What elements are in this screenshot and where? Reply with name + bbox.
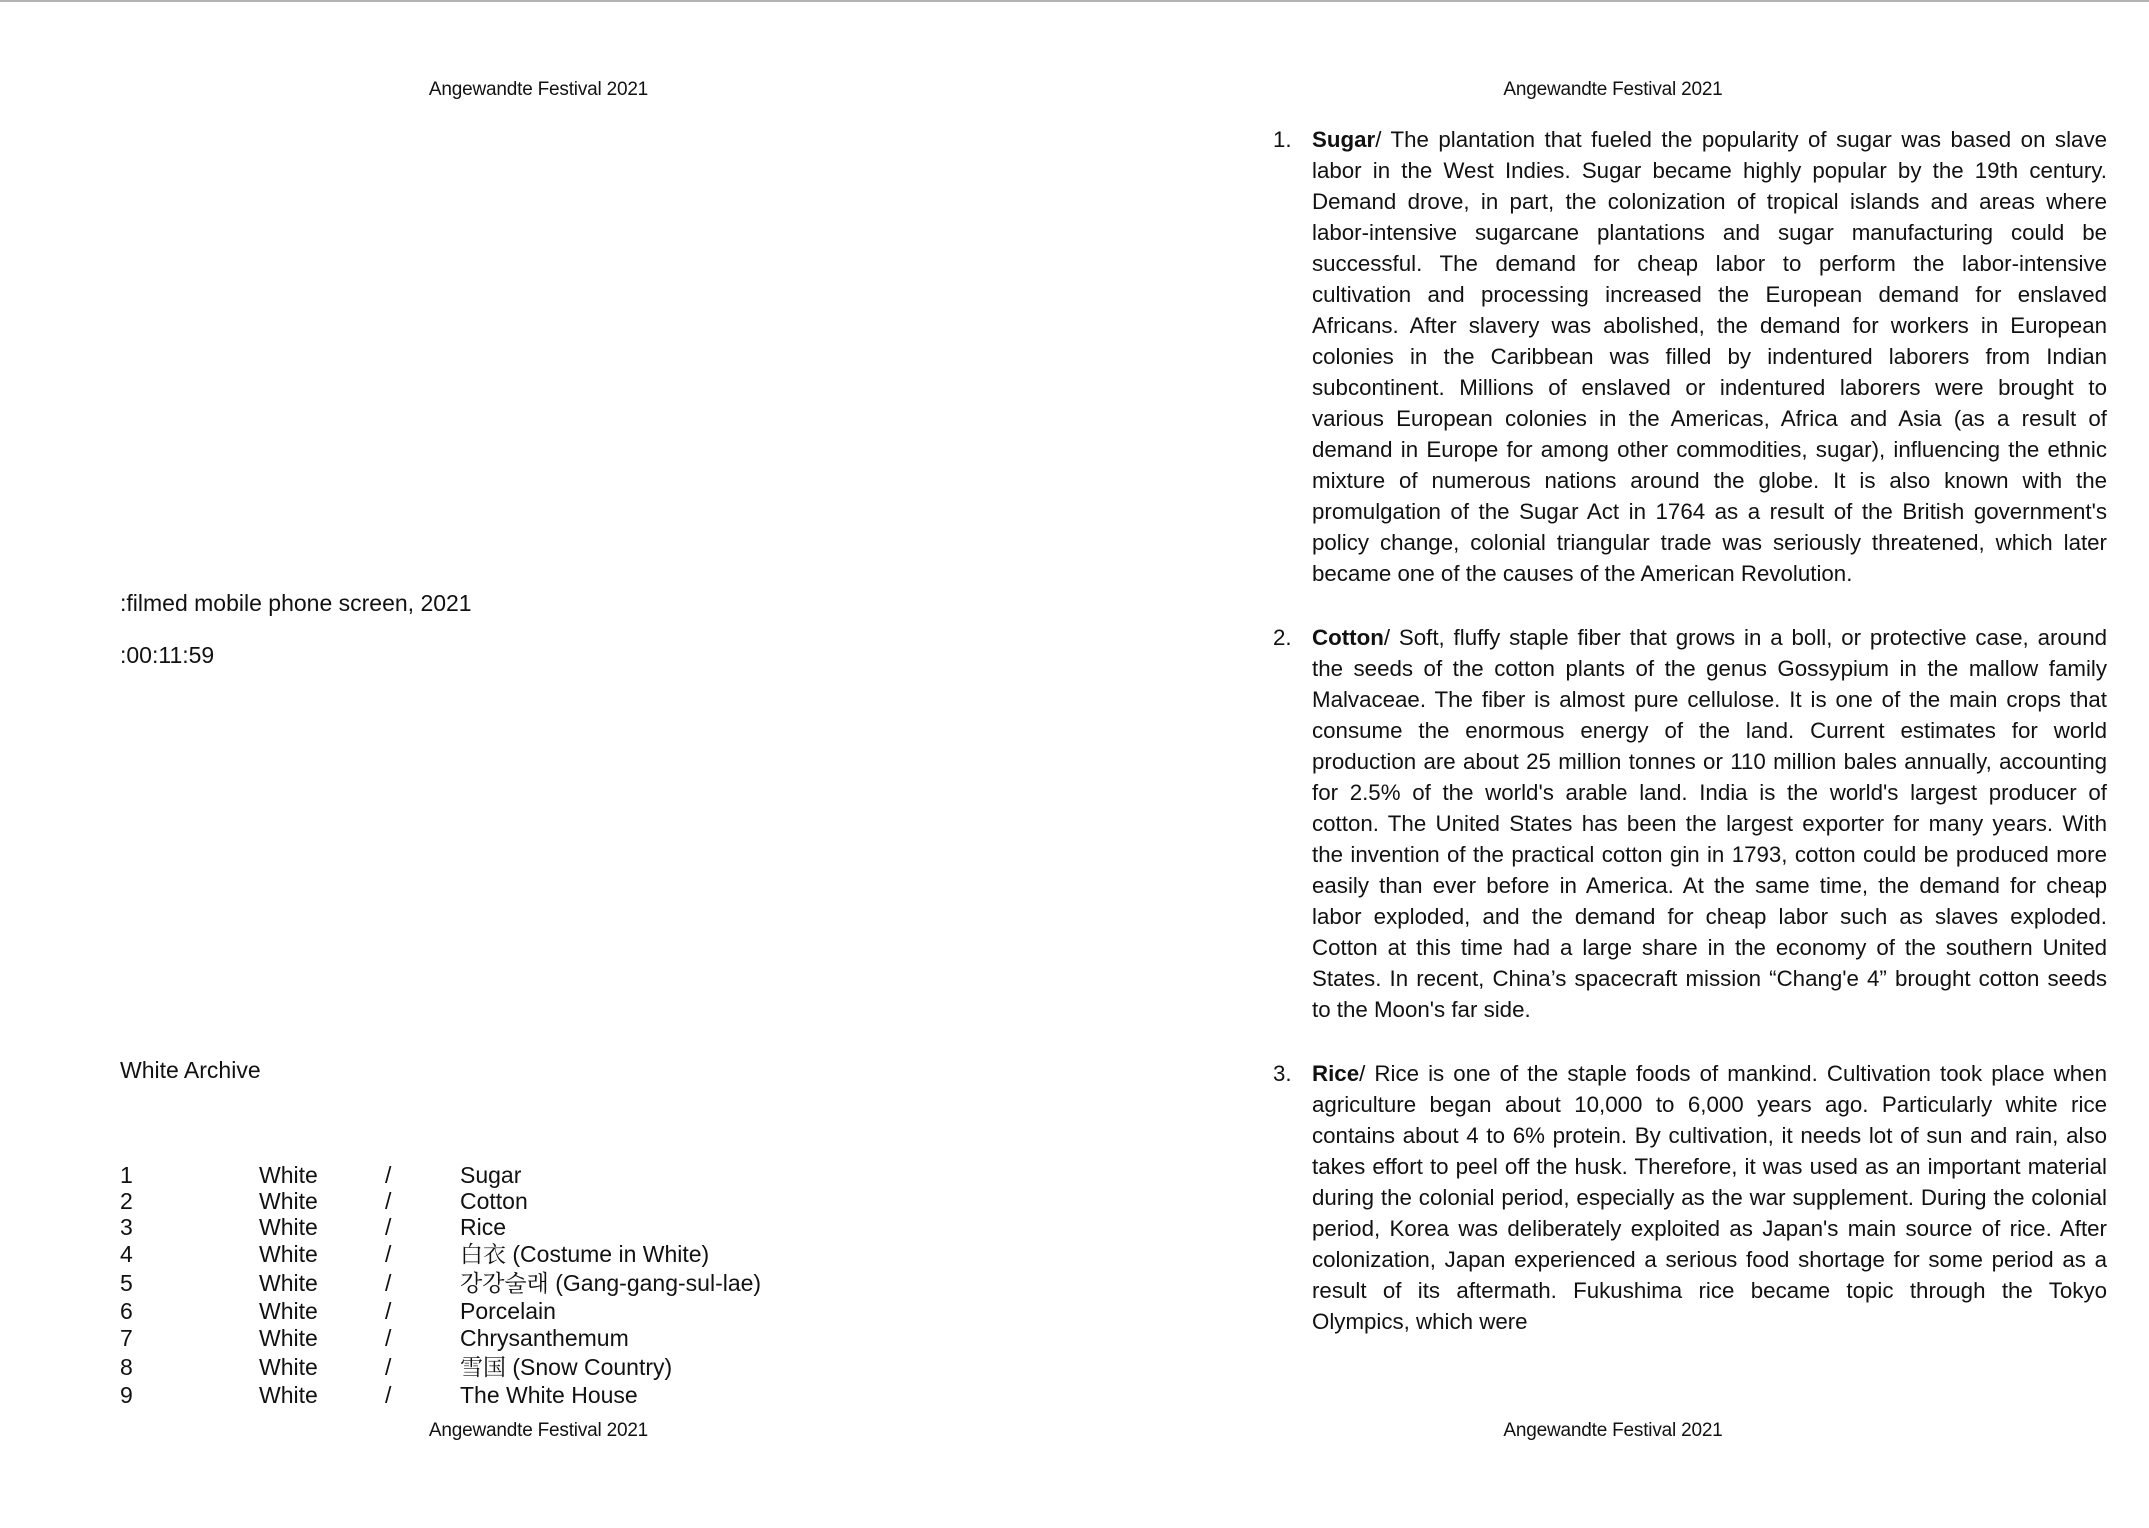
archive-row-number: 1 — [120, 1162, 133, 1188]
archive-row-number: 4 — [120, 1241, 133, 1267]
archive-row-item: 雪国 (Snow Country) — [460, 1354, 673, 1380]
entry-term: Cotton — [1312, 625, 1384, 650]
entry-text: / The plantation that fueled the popularity of sugar was based on slave labor in the West Indies. Sugar became highly popular by the 19th century. Demand drove, in part, the colonization of tropical islands and areas where labor-intensive sugarcane plantations and sugar manufacturing could be successful. The demand for cheap labor to perform the labor-intensive cultivation and processing increased the European demand for enslaved Africans. After slavery was abolished, the demand for workers in European colonies in the Caribbean was filled by indentured laborers from Indian subcontinent. Millions of enslaved or indentured laborers were brought to various European colonies in the Americas, Africa and Asia (as a result of demand in Europe for among other commodities, sugar), influencing the ethnic mixture of numerous nations around the globe. It is also known with the promulgation of the Sugar Act in 1764 as a result of the British government's policy change, colonial triangular trade was seriously threatened, which later became one of the causes of the American Revolution. — [1312, 127, 2107, 586]
archive-row-item: 白衣 (Costume in White) — [460, 1241, 710, 1267]
archive-row-color: White — [259, 1354, 318, 1380]
entry-term: Rice — [1312, 1061, 1360, 1086]
caption-medium: :filmed mobile phone screen, 2021 — [120, 590, 472, 616]
archive-row-item: The White House — [460, 1382, 638, 1408]
entry-rice — [1194, 1058, 2107, 1337]
archive-row-separator: / — [385, 1325, 392, 1351]
archive-row-separator: / — [385, 1270, 392, 1296]
archive-row-item: Sugar — [460, 1162, 522, 1188]
entry-number: 1. — [1273, 127, 1292, 152]
archive-row-color: White — [259, 1325, 318, 1351]
archive-row-color: White — [259, 1162, 318, 1188]
archive-row-number: 2 — [120, 1188, 133, 1214]
archive-row-separator: / — [385, 1382, 392, 1408]
archive-row-color: White — [259, 1214, 318, 1240]
entry-text: / Rice is one of the staple foods of mankind. Cultivation took place when agriculture began about 10,000 to 6,000 years ago. Particularly white rice contains about 4 to 6% protein. By cultivation, it needs lot of sun and rain, also takes effort to peel off the husk. Therefore, it was used as an important material during the colonial period, especially as the war supplement. During the colonial period, Korea was deliberately exploited as Japan's main source of rice. After colonization, Japan experienced a serious food shortage for some period as a result of its aftermath. Fukushima rice became topic through the Tokyo Olympics, which were — [1312, 1061, 2107, 1334]
archive-row-number: 6 — [120, 1298, 133, 1324]
archive-row-separator: / — [385, 1354, 392, 1380]
archive-row-item: Rice — [460, 1214, 507, 1240]
archive-row-separator: / — [385, 1188, 392, 1214]
left-page-header: Angewandte Festival 2021 — [428, 79, 649, 100]
archive-row-color: White — [259, 1270, 318, 1296]
entry-number: 3. — [1273, 1061, 1292, 1086]
archive-row-color: White — [259, 1188, 318, 1214]
archive-row-item: Porcelain — [460, 1298, 556, 1324]
archive-title: White Archive — [120, 1057, 261, 1083]
archive-row-color: White — [259, 1382, 318, 1408]
right-page — [1077, 2, 2149, 1528]
archive-row-number: 3 — [120, 1214, 133, 1240]
archive-row-number: 9 — [120, 1382, 133, 1408]
archive-row-color: White — [259, 1241, 318, 1267]
archive-row-separator: / — [385, 1162, 392, 1188]
left-page — [0, 2, 1077, 1528]
entry-list — [1194, 124, 2107, 1370]
archive-row-number: 8 — [120, 1354, 133, 1380]
archive-row-separator: / — [385, 1214, 392, 1240]
archive-row-item: 강강술래 (Gang-gang-sul-lae) — [460, 1270, 762, 1296]
left-page-footer: Angewandte Festival 2021 — [428, 1420, 649, 1441]
archive-row-separator: / — [385, 1241, 392, 1267]
archive-row-item: Chrysanthemum — [460, 1325, 629, 1351]
right-page-footer: Angewandte Festival 2021 — [1503, 1420, 1723, 1441]
archive-row-color: White — [259, 1298, 318, 1324]
entry-cotton — [1194, 622, 2107, 1025]
entry-number: 2. — [1273, 625, 1292, 650]
archive-row-separator: / — [385, 1298, 392, 1324]
archive-row-item: Cotton — [460, 1188, 528, 1214]
entry-sugar — [1194, 124, 2107, 589]
entry-term: Sugar — [1312, 127, 1376, 152]
caption-duration: :00:11:59 — [120, 642, 215, 668]
entry-text: / Soft, fluffy staple fiber that grows in a boll, or protective case, around the seeds of the cotton plants of the genus Gossypium in the mallow family Malvaceae. The fiber is almost pure cellulose. It is one of the main crops that consume the enormous energy of the land. Current estimates for world production are about 25 million tonnes or 110 million bales annually, accounting for 2.5% of the world's arable land. India is the world's largest producer of cotton. The United States has been the largest exporter for many years. With the invention of the practical cotton gin in 1793, cotton could be produced more easily than ever before in America. At the same time, the demand for cheap labor exploded, and the demand for cheap labor such as slaves exploded. Cotton at this time had a large share in the economy of the southern United States. In recent, China’s spacecraft mission “Chang'e 4” brought cotton seeds to the Moon's far side. — [1312, 625, 2107, 1022]
right-page-header: Angewandte Festival 2021 — [1503, 79, 1723, 100]
archive-row-number: 5 — [120, 1270, 133, 1296]
archive-row-number: 7 — [120, 1325, 133, 1351]
